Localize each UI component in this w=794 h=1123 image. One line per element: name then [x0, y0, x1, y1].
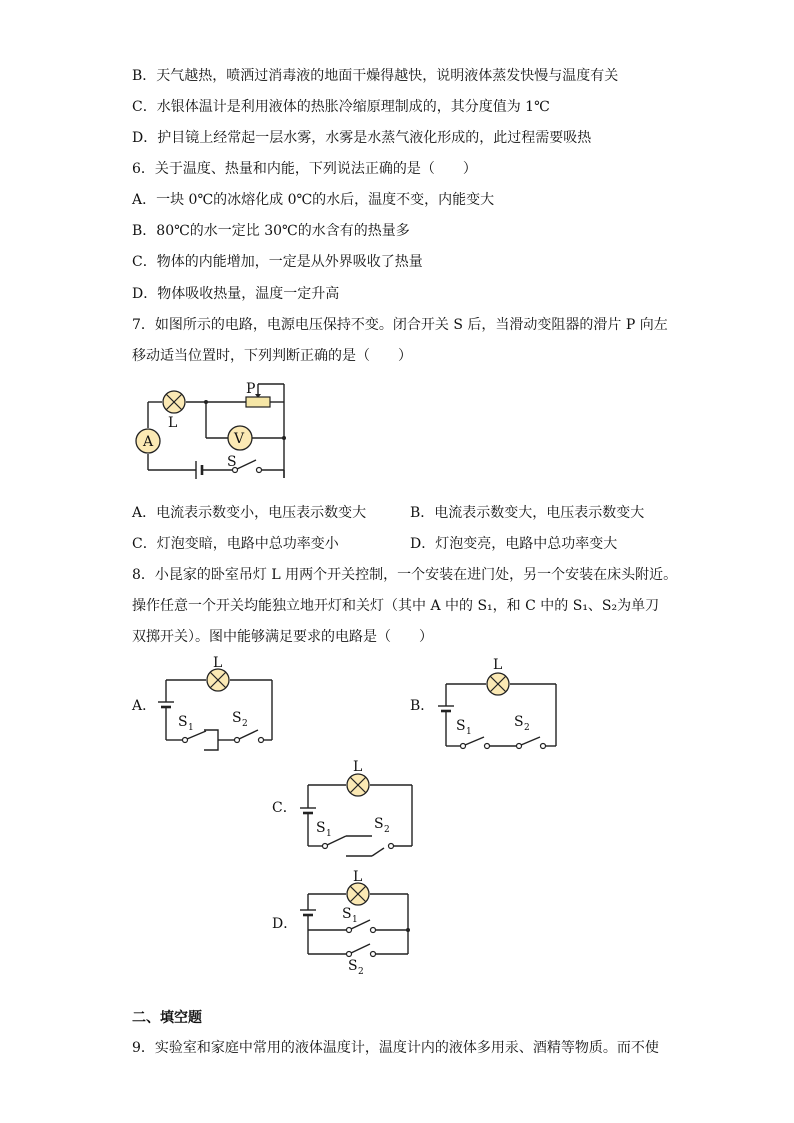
lamp-label: L [213, 655, 223, 671]
slider-label: P [246, 381, 256, 397]
q9-stem: 9．实验室和家庭中常用的液体温度计，温度计内的液体多用汞、酒精等物质。而不使 [132, 1040, 659, 1056]
s1-subscript: 1 [352, 915, 358, 925]
q7-option-a: A．电流表示数变小，电压表示数变大 [132, 505, 367, 521]
q8-option-c-label: C． [272, 800, 297, 816]
s2-subscript: 2 [242, 719, 248, 729]
s2-label: S [348, 958, 358, 974]
s1-subscript: 1 [326, 829, 332, 839]
s1-label: S [342, 906, 352, 922]
q7-stem-line2: 移动适当位置时，下列判断正确的是（ ） [132, 348, 412, 364]
q6-option-c: C．物体的内能增加，一定是从外界吸收了热量 [132, 254, 423, 270]
q8-option-d-label: D． [272, 916, 298, 932]
switch-label: S [227, 454, 237, 470]
battery-icon [196, 461, 202, 479]
lamp-icon [207, 669, 229, 691]
lamp-icon [487, 673, 509, 695]
lamp-label: L [168, 415, 178, 431]
q7-stem-line1: 7．如图所示的电路，电源电压保持不变。闭合开关 S 后，当滑动变阻器的滑片 P 向左 [132, 317, 668, 333]
q8-circuit-d [272, 869, 410, 977]
lamp-label: L [493, 657, 503, 673]
s2-subscript: 2 [524, 723, 530, 733]
q6-option-a: A．一块 0℃的冰熔化成 0℃的水后，温度不变，内能变大 [132, 192, 495, 208]
q8-circuit-b [410, 657, 556, 749]
s2-subscript: 2 [384, 825, 390, 835]
q6-stem: 6．关于温度、热量和内能，下列说法正确的是（ ） [132, 161, 477, 177]
q7-circuit [136, 381, 286, 479]
q7-option-c: C．灯泡变暗，电路中总功率变小 [132, 536, 339, 552]
section-heading-fill-blank: 二、填空题 [132, 1010, 202, 1026]
s1-label: S [178, 714, 188, 730]
rheostat [246, 397, 270, 407]
voltmeter-label: V [234, 431, 245, 447]
s1-label: S [316, 820, 326, 836]
s1-subscript: 1 [188, 723, 194, 733]
s1-label: S [456, 718, 466, 734]
q7-option-b: B．电流表示数变大，电压表示数变大 [410, 505, 645, 521]
s2-label: S [514, 714, 524, 730]
s1-subscript: 1 [466, 727, 472, 737]
switch-icon [233, 460, 262, 473]
s2-label: S [232, 710, 242, 726]
q6-option-b: B．80℃的水一定比 30℃的水含有的热量多 [132, 223, 410, 239]
lamp-label: L [353, 759, 363, 775]
q5-option-c: C．水银体温计是利用液体的热胀冷缩原理制成的，其分度值为 1℃ [132, 99, 550, 115]
q8-option-a-label: A． [132, 698, 157, 714]
lamp-icon [347, 883, 369, 905]
q5-option-b: B．天气越热，喷洒过消毒液的地面干燥得越快，说明液体蒸发快慢与温度有关 [132, 68, 619, 84]
q8-stem-line1: 8．小昆家的卧室吊灯 L 用两个开关控制，一个安装在进门处，另一个安装在床头附近。 [132, 567, 678, 583]
q5-option-d: D．护目镜上经常起一层水雾，水雾是水蒸气液化形成的，此过程需要吸热 [132, 130, 592, 146]
lamp-icon [163, 391, 185, 413]
lamp-icon [347, 774, 369, 796]
q6-option-d: D．物体吸收热量，温度一定升高 [132, 286, 340, 302]
q8-stem-line3: 双掷开关）。图中能够满足要求的电路是（ ） [132, 629, 433, 645]
lamp-label: L [353, 869, 363, 885]
q7-option-d: D．灯泡变亮，电路中总功率变大 [410, 536, 618, 552]
s2-label: S [374, 816, 384, 832]
q8-option-b-label: B． [410, 698, 435, 714]
q8-circuit-a [131, 655, 272, 750]
ammeter-label: A [143, 434, 154, 450]
q8-stem-line2: 操作任意一个开关均能独立地开灯和关灯（其中 A 中的 S₁，和 C 中的 S₁、S₂为单刀 [132, 598, 660, 614]
s2-subscript: 2 [358, 967, 364, 977]
q8-circuit-c [272, 759, 412, 856]
